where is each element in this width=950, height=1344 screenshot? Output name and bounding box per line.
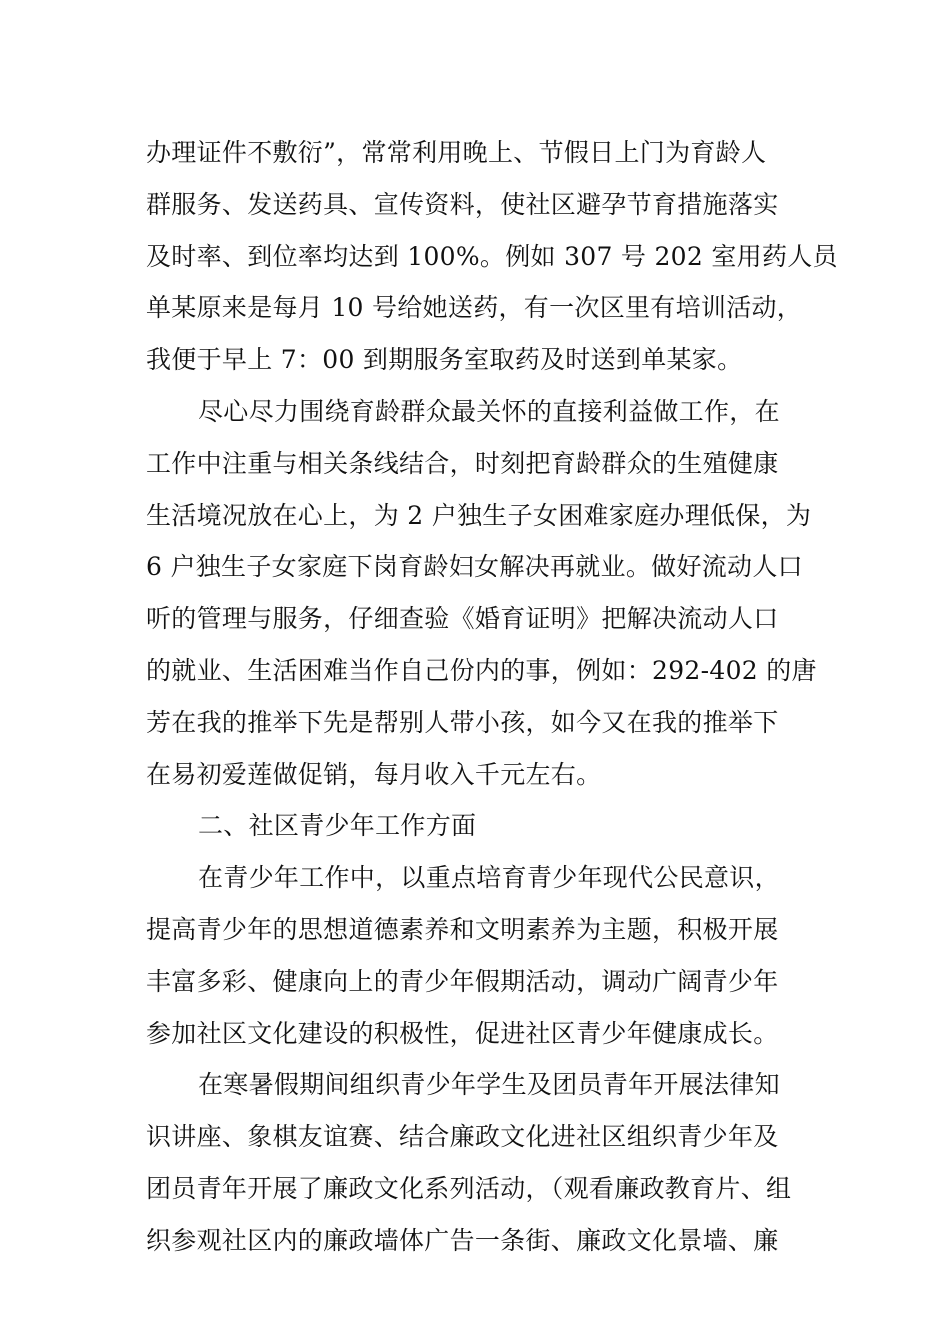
paragraph-4 bbox=[146, 1059, 806, 1266]
document-body bbox=[146, 127, 838, 1267]
paragraph-3 bbox=[146, 852, 806, 1059]
paragraph-line: 参加社区文化建设的积极性，促进社区青少年健康成长。 bbox=[146, 1018, 779, 1048]
section-heading bbox=[146, 800, 806, 852]
paragraph-line: 在青少年工作中，以重点培育青少年现代公民意识， bbox=[198, 863, 780, 893]
paragraph-line: 我便于早上 7：00 到期服务室取药及时送到单某家。 bbox=[146, 345, 743, 375]
paragraph-line: 听的管理与服务，仔细查验《婚育证明》把解决流动人口 bbox=[146, 604, 779, 634]
paragraph-line: 在寒暑假期间组织青少年学生及团员青年开展法律知 bbox=[198, 1070, 780, 1100]
paragraph-line: 织参观社区内的廉政墙体广告一条街、廉政文化景墙、廉 bbox=[146, 1225, 779, 1255]
paragraph-line: 的就业、生活困难当作自己份内的事，例如：292-402 的唐 bbox=[146, 655, 817, 685]
paragraph-line: 芳在我的推举下先是帮别人带小孩，如今又在我的推举下 bbox=[146, 707, 779, 737]
paragraph-line: 尽心尽力围绕育龄群众最关怀的直接利益做工作，在 bbox=[198, 396, 780, 426]
section-heading-text: 二、社区青少年工作方面 bbox=[198, 811, 477, 841]
paragraph-line: 识讲座、象棋友谊赛、结合廉政文化进社区组织青少年及 bbox=[146, 1122, 779, 1152]
paragraph-line: 生活境况放在心上，为 2 户独生子女困难家庭办理低保，为 bbox=[146, 500, 812, 530]
paragraph-line: 6 户独生子女家庭下岗育龄妇女解决再就业。做好流动人口 bbox=[146, 552, 803, 582]
paragraph-line: 丰富多彩、健康向上的青少年假期活动，调动广阔青少年 bbox=[146, 966, 779, 996]
paragraph-line: 办理证件不敷衍”，常常利用晚上、节假日上门为育龄人 bbox=[146, 138, 767, 167]
paragraph-2 bbox=[146, 386, 817, 800]
paragraph-line: 团员青年开展了廉政文化系列活动，（观看廉政教育片、组 bbox=[146, 1173, 792, 1203]
paragraph-line: 单某原来是每月 10 号给她送药，有一次区里有培训活动， bbox=[146, 293, 803, 323]
paragraph-line: 及时率、到位率均达到 100%。例如 307 号 202 室用药人员 bbox=[146, 241, 838, 271]
paragraph-1 bbox=[146, 127, 838, 386]
paragraph-line: 工作中注重与相关条线结合，时刻把育龄群众的生殖健康 bbox=[146, 448, 779, 478]
paragraph-line: 在易初爱莲做促销，每月收入千元左右。 bbox=[146, 759, 602, 789]
paragraph-line: 群服务、发送药具、宣传资料，使社区避孕节育措施落实 bbox=[146, 189, 779, 219]
paragraph-line: 提高青少年的思想道德素养和文明素养为主题，积极开展 bbox=[146, 914, 779, 944]
